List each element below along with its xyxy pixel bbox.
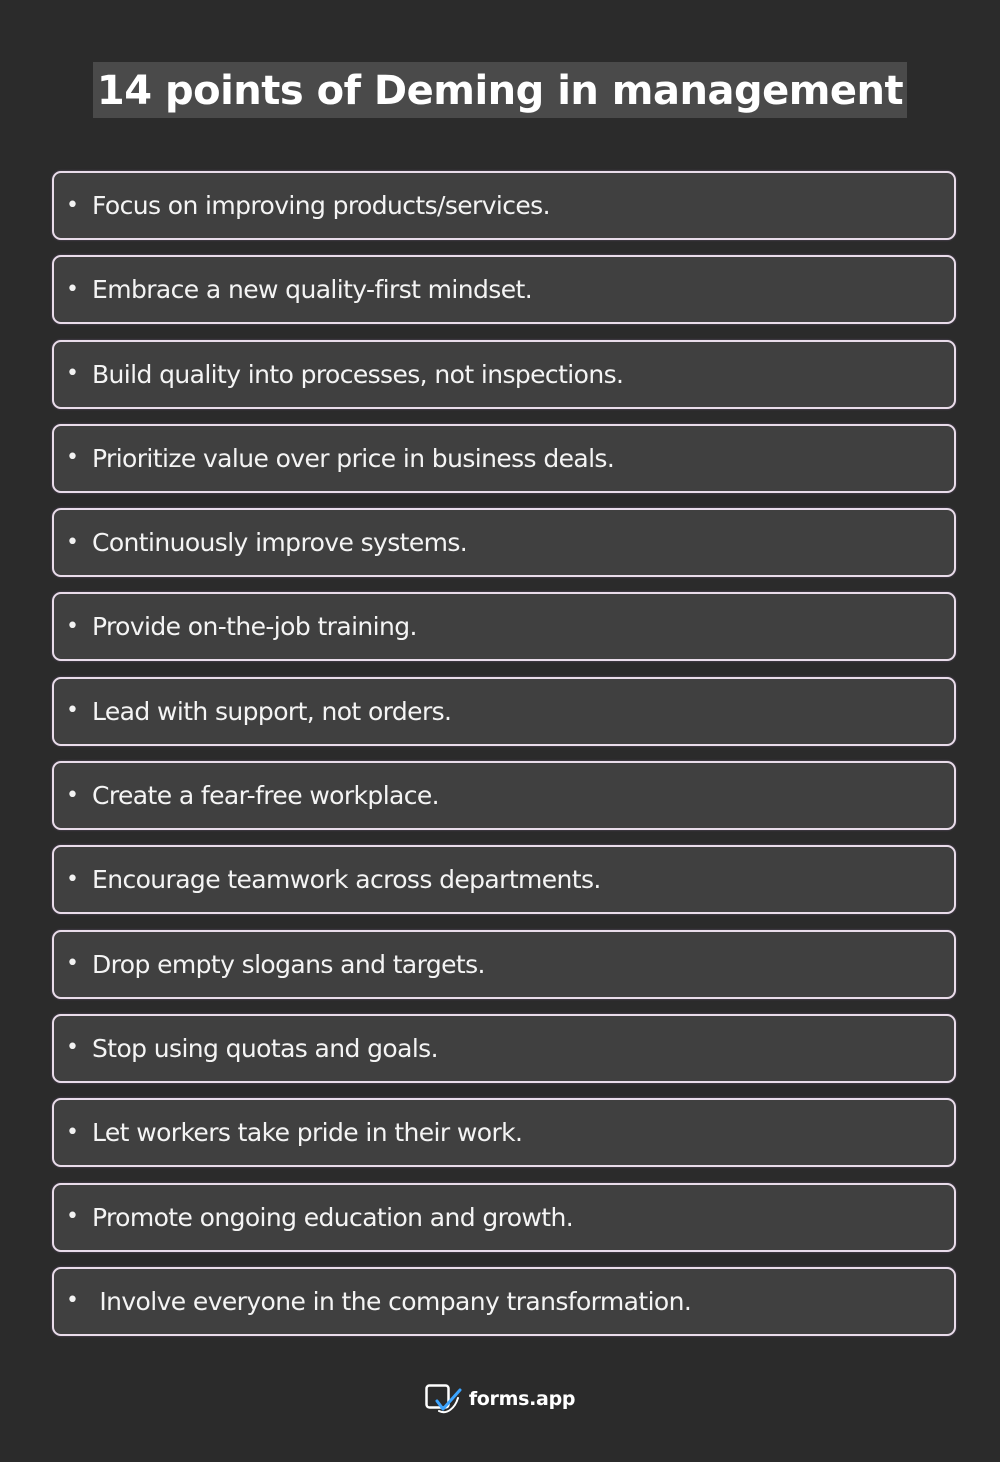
bullet-icon: • bbox=[66, 782, 79, 808]
list-item bbox=[52, 1267, 956, 1336]
list-item bbox=[52, 761, 956, 830]
point-text: Promote ongoing education and growth. bbox=[92, 1202, 574, 1232]
list-item bbox=[52, 592, 956, 661]
list-item bbox=[52, 508, 956, 577]
point-text: Embrace a new quality-first mindset. bbox=[92, 275, 533, 305]
point-text: Create a fear-free workplace. bbox=[92, 781, 440, 811]
list-item bbox=[52, 677, 956, 746]
point-text: Build quality into processes, not inspections. bbox=[92, 359, 624, 389]
list-item bbox=[52, 1098, 956, 1167]
bullet-icon: • bbox=[66, 698, 79, 724]
bullet-icon: • bbox=[66, 866, 79, 892]
bullet-icon: • bbox=[66, 1035, 79, 1061]
bullet-icon: • bbox=[66, 192, 79, 218]
footer-brand bbox=[0, 1384, 1000, 1414]
bullet-icon: • bbox=[66, 1119, 79, 1145]
brand-name: forms.app bbox=[468, 1388, 576, 1410]
point-text: Involve everyone in the company transformation. bbox=[92, 1286, 692, 1316]
point-text: Drop empty slogans and targets. bbox=[92, 949, 485, 979]
list-item bbox=[52, 930, 956, 999]
point-text: Let workers take pride in their work. bbox=[92, 1118, 523, 1148]
bullet-icon: • bbox=[66, 951, 79, 977]
point-text: Provide on-the-job training. bbox=[92, 612, 417, 642]
deming-points-list bbox=[52, 171, 956, 1351]
bullet-icon: • bbox=[66, 529, 79, 555]
point-text: Encourage teamwork across departments. bbox=[92, 865, 601, 895]
point-text: Focus on improving products/services. bbox=[92, 191, 550, 220]
page-title: 14 points of Deming in management bbox=[93, 62, 907, 118]
bullet-icon: • bbox=[66, 276, 79, 302]
point-text: Prioritize value over price in business deals. bbox=[92, 443, 615, 473]
list-item bbox=[52, 845, 956, 914]
point-text: Lead with support, not orders. bbox=[92, 696, 452, 726]
list-item bbox=[52, 1014, 956, 1083]
bullet-icon: • bbox=[66, 445, 79, 471]
bullet-icon: • bbox=[66, 361, 79, 387]
bullet-icon: • bbox=[66, 1204, 79, 1230]
forms-app-logo-icon bbox=[425, 1384, 463, 1414]
bullet-icon: • bbox=[66, 613, 79, 639]
list-item bbox=[52, 255, 956, 324]
list-item bbox=[52, 424, 956, 493]
bullet-icon: • bbox=[66, 1288, 79, 1314]
list-item bbox=[52, 171, 956, 240]
list-item bbox=[52, 340, 956, 409]
point-text: Continuously improve systems. bbox=[92, 528, 468, 558]
list-item bbox=[52, 1183, 956, 1252]
point-text: Stop using quotas and goals. bbox=[92, 1033, 438, 1063]
title-container bbox=[0, 62, 1000, 118]
